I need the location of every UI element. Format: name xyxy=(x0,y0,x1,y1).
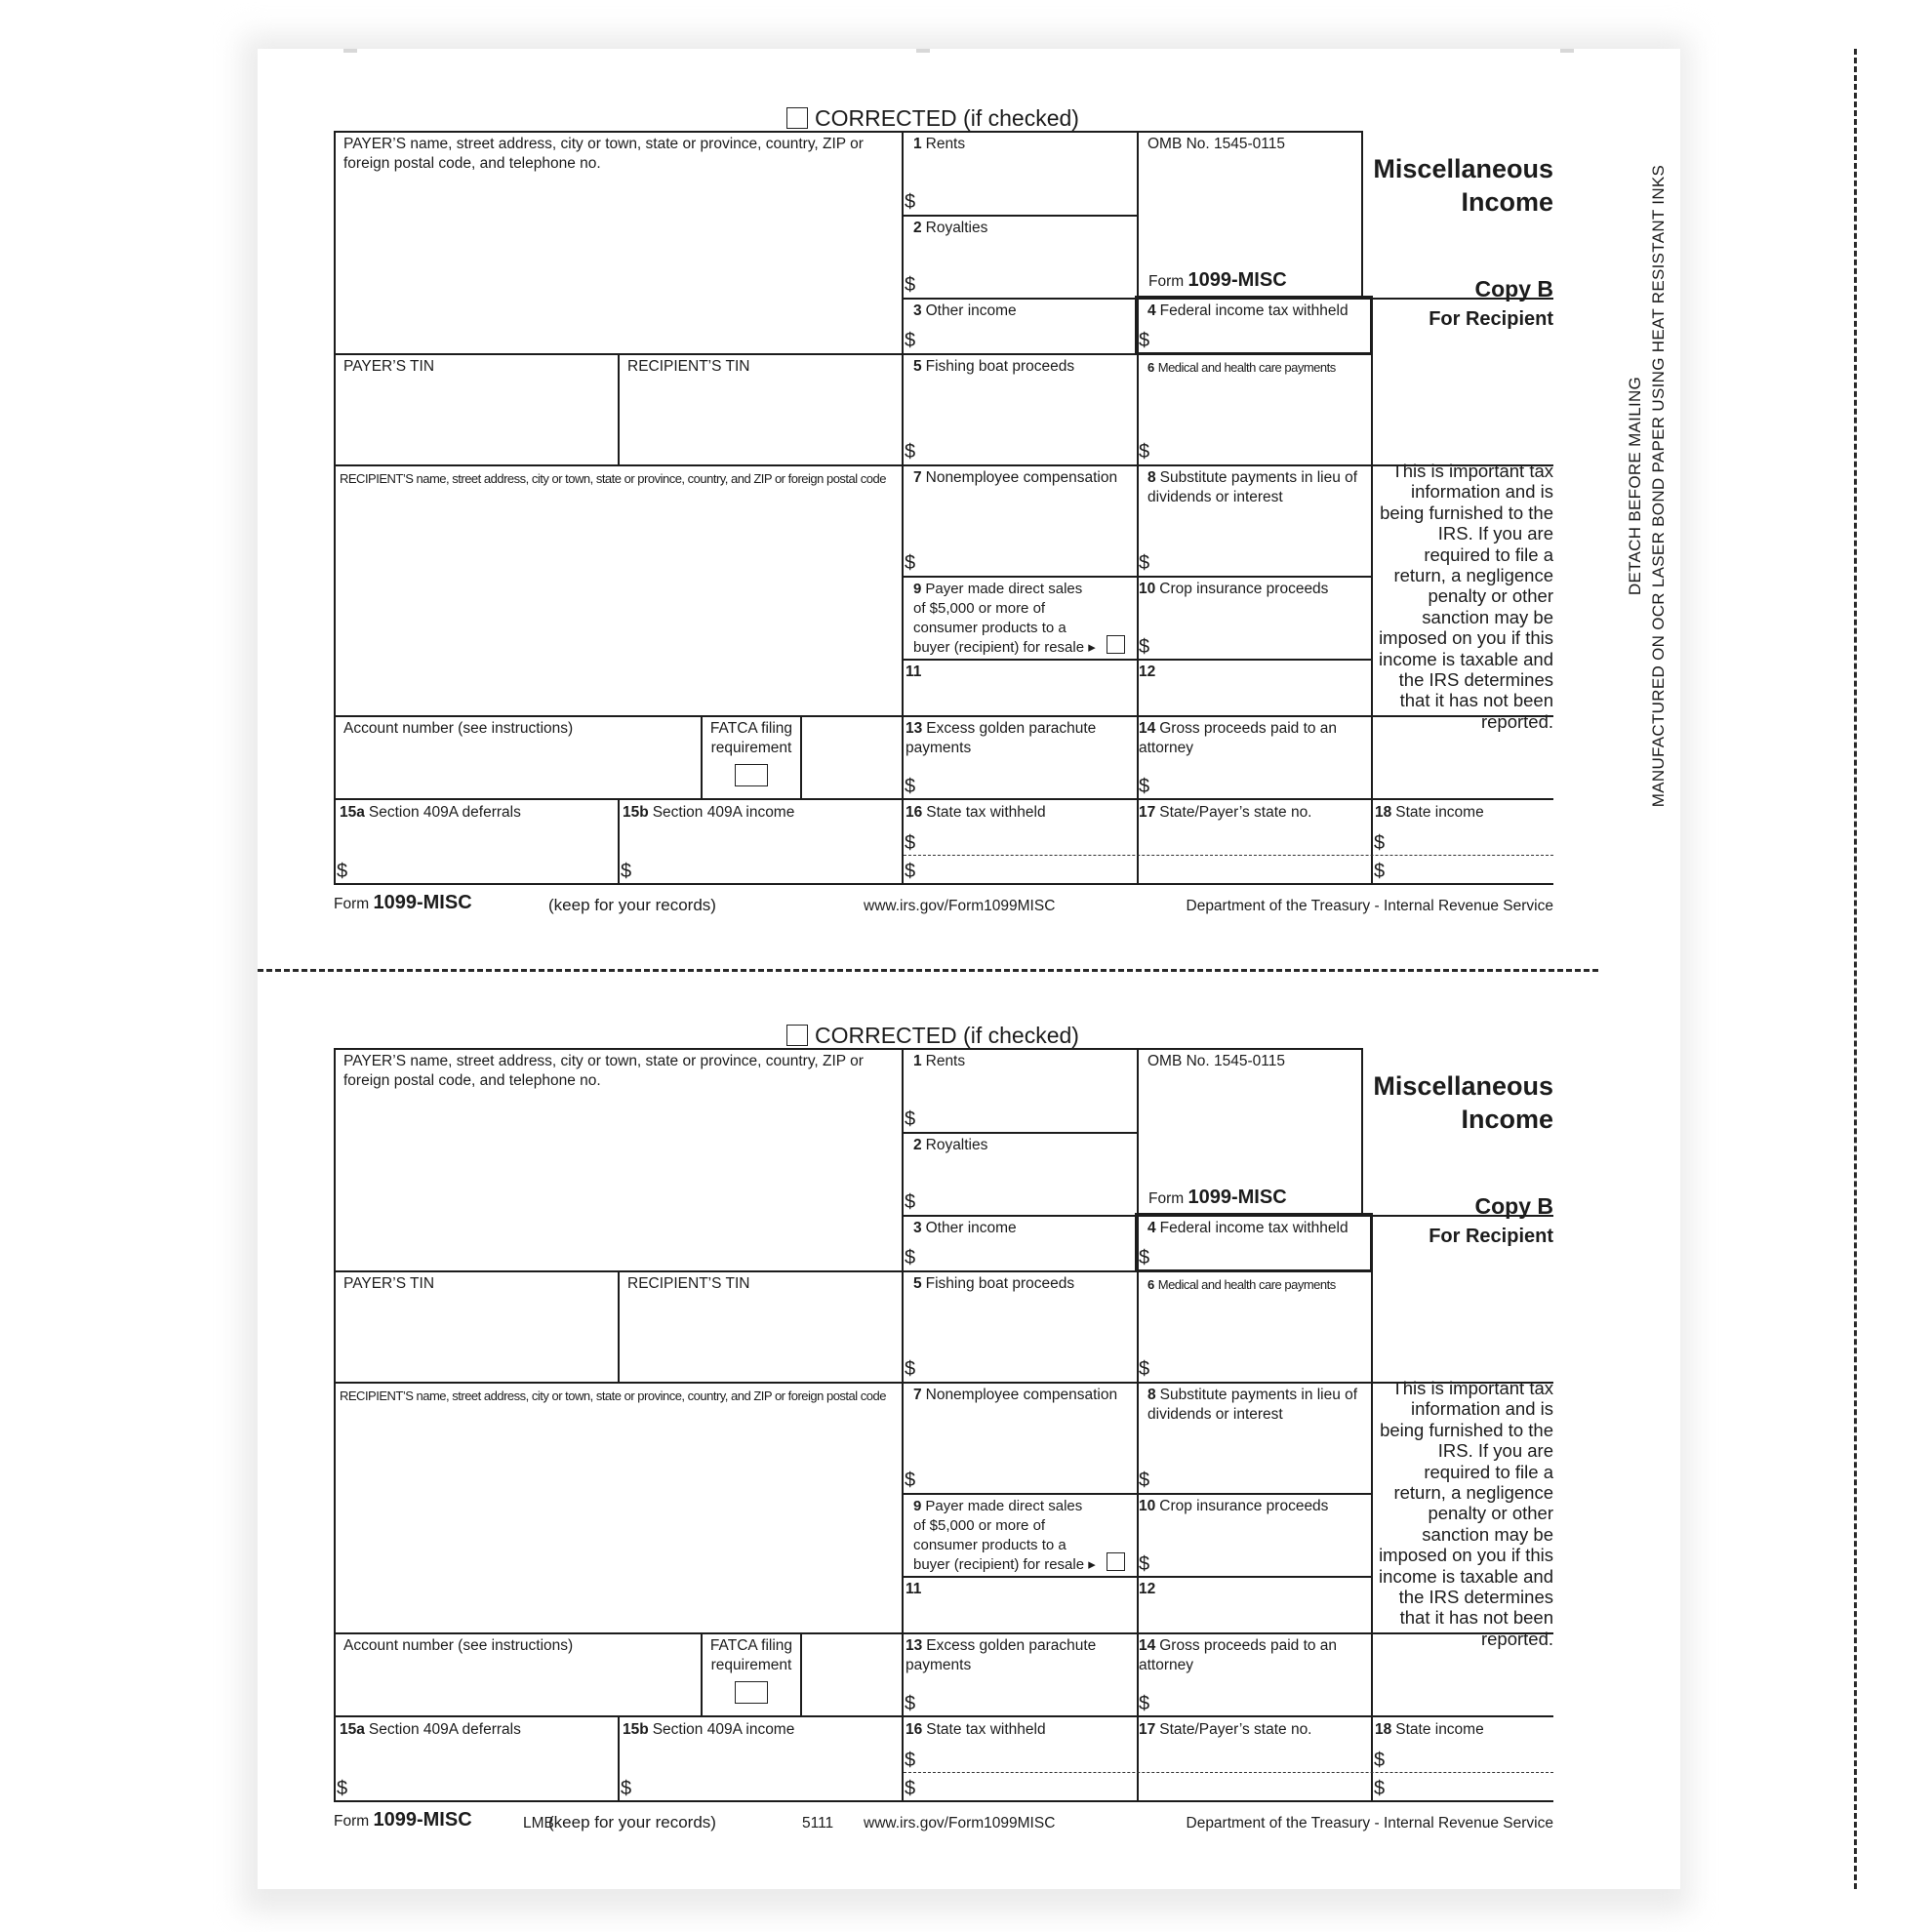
box10-field[interactable] xyxy=(1157,632,1366,656)
grid-line xyxy=(1137,1048,1139,1801)
recipient-tin-field[interactable] xyxy=(623,1298,898,1378)
fatca-checkbox[interactable] xyxy=(735,764,768,786)
box10-label: 10 Crop insurance proceeds xyxy=(1139,581,1329,597)
box15a-label: 15a Section 409A deferrals xyxy=(340,804,521,821)
box12-label: 12 xyxy=(1139,664,1156,680)
copy-designation: Copy B For Recipient xyxy=(1429,1193,1553,1247)
department-line: Department of the Treasury - Internal Revenue Service xyxy=(1186,898,1553,914)
box5-field[interactable] xyxy=(923,437,1132,463)
box5-field[interactable] xyxy=(923,1354,1132,1380)
form-copy-bottom xyxy=(334,1023,1553,1872)
form-copy-top xyxy=(334,105,1553,954)
box15a-label: 15a Section 409A deferrals xyxy=(340,1721,521,1738)
payer-name-field[interactable] xyxy=(338,1093,898,1267)
box11-label: 11 xyxy=(906,664,922,680)
grid-line xyxy=(1361,131,1363,299)
lmb-code: LMB xyxy=(523,1815,554,1831)
form-name-footer: Form 1099-MISC xyxy=(334,892,472,913)
box16-field[interactable] xyxy=(923,827,1132,880)
grid-line xyxy=(334,131,336,884)
box13-dollar: $ xyxy=(905,1693,916,1714)
grid-line xyxy=(902,131,904,884)
box3-label: 3 Other income xyxy=(913,1220,1017,1236)
box3-field[interactable] xyxy=(923,328,1132,351)
box14-label: 14 Gross proceeds paid to an attorney xyxy=(1139,1637,1338,1673)
box17-label: 17 State/Payer’s state no. xyxy=(1139,804,1312,821)
form-name-header: Form 1099-MISC xyxy=(1148,269,1287,291)
corrected-checkbox-label[interactable] xyxy=(786,1023,1079,1048)
box12-field[interactable] xyxy=(1141,685,1367,712)
box15a-dollar: $ xyxy=(337,861,348,882)
box2-label: 2 Royalties xyxy=(913,220,988,236)
box1-dollar: $ xyxy=(905,1108,916,1130)
box8-field[interactable] xyxy=(1157,1466,1366,1491)
box8-dollar: $ xyxy=(1139,552,1150,574)
box18-dollar-1: $ xyxy=(1374,832,1386,854)
recipient-name-field[interactable] xyxy=(338,492,898,712)
corrected-checkbox[interactable] xyxy=(786,1025,808,1046)
grid-line xyxy=(1361,1048,1363,1216)
box5-label: 5 Fishing boat proceeds xyxy=(913,358,1075,375)
payer-tin-label: PAYER’S TIN xyxy=(343,358,435,375)
box13-dollar: $ xyxy=(905,776,916,797)
box7-label: 7 Nonemployee compensation xyxy=(913,469,1118,486)
box9-checkbox[interactable] xyxy=(1107,1552,1125,1571)
box16-dollar-1: $ xyxy=(905,832,916,854)
irs-url: www.irs.gov/Form1099MISC xyxy=(864,1815,1056,1831)
box15b-field[interactable] xyxy=(639,827,897,880)
omb-number: OMB No. 1545-0115 xyxy=(1147,1053,1286,1069)
grid-line xyxy=(800,715,802,798)
box4-dollar: $ xyxy=(1139,1247,1150,1268)
grid-line xyxy=(902,215,1137,217)
box4-label: 4 Federal income tax withheld xyxy=(1147,1220,1348,1236)
box10-label: 10 Crop insurance proceeds xyxy=(1139,1498,1329,1514)
recipient-name-label: RECIPIENT’S name, street address, city or town, state or province, country, and ZIP or foreign postal code xyxy=(340,471,886,486)
box10-dollar: $ xyxy=(1139,636,1150,658)
grid-line xyxy=(902,1132,1137,1134)
grid-line xyxy=(701,1632,703,1715)
box9-label: 9 Payer made direct sales of $5,000 or more of consumer products to a buyer (recipient) for resale ▸ xyxy=(913,1498,1096,1573)
box15a-dollar: $ xyxy=(337,1778,348,1799)
box9-checkbox[interactable] xyxy=(1107,635,1125,654)
form-name-header: Form 1099-MISC xyxy=(1148,1187,1287,1208)
box3-label: 3 Other income xyxy=(913,302,1017,319)
box7-dollar: $ xyxy=(905,1469,916,1491)
box18-dollar-2: $ xyxy=(1374,861,1386,882)
form-stock-code: 5111 xyxy=(802,1815,834,1831)
box8-field[interactable] xyxy=(1157,548,1366,574)
box18-field[interactable] xyxy=(1392,827,1552,880)
box6-field[interactable] xyxy=(1157,1354,1366,1380)
grid-line xyxy=(334,1048,336,1801)
box16-field[interactable] xyxy=(923,1745,1132,1797)
grid-line xyxy=(902,1493,1371,1495)
grid-line xyxy=(334,883,1553,885)
box3-field[interactable] xyxy=(923,1245,1132,1268)
box14-field[interactable] xyxy=(1157,773,1366,796)
payer-tin-field[interactable] xyxy=(338,1298,615,1378)
box15a-field[interactable] xyxy=(355,1745,613,1797)
box8-label: 8 Substitute payments in lieu of dividends or interest xyxy=(1147,1387,1358,1423)
box4-field[interactable] xyxy=(1157,1245,1366,1268)
box15b-dollar: $ xyxy=(621,1778,632,1799)
account-number-label: Account number (see instructions) xyxy=(343,1637,574,1654)
box7-label: 7 Nonemployee compensation xyxy=(913,1387,1118,1403)
box15b-field[interactable] xyxy=(639,1745,897,1797)
box6-label: 6 Medical and health care payments xyxy=(1147,360,1336,375)
payer-name-field[interactable] xyxy=(338,176,898,349)
omb-number: OMB No. 1545-0115 xyxy=(1147,136,1286,152)
account-number-label: Account number (see instructions) xyxy=(343,720,574,737)
important-tax-notice: This is important tax information and is being furnished to the IRS. If you are required to file a return, a negligence penalty or other sanction may be imposed on you if this income is taxable and the IRS determines that it has not been reported. xyxy=(1379,461,1553,732)
payer-name-label: PAYER’S name, street address, city or town, state or province, country, ZIP or foreign postal code, and telephone no. xyxy=(343,1053,864,1089)
box3-dollar: $ xyxy=(905,330,916,351)
box5-label: 5 Fishing boat proceeds xyxy=(913,1275,1075,1292)
box6-dollar: $ xyxy=(1139,441,1150,463)
box14-field[interactable] xyxy=(1157,1690,1366,1713)
box7-dollar: $ xyxy=(905,552,916,574)
fatca-checkbox[interactable] xyxy=(735,1681,768,1704)
grid-line xyxy=(902,576,1371,578)
box15a-field[interactable] xyxy=(355,827,613,880)
vertical-perforation xyxy=(1854,49,1857,1889)
box16-dollar-2: $ xyxy=(905,861,916,882)
payer-tin-field[interactable] xyxy=(338,381,615,461)
detach-notice: DETACH BEFORE MAILING xyxy=(1626,376,1644,596)
corrected-text: CORRECTED (if checked) xyxy=(815,1023,1079,1048)
box18-dollar-2: $ xyxy=(1374,1778,1386,1799)
grid-line xyxy=(902,659,1371,661)
keep-records-note: (keep for your records) xyxy=(548,1813,716,1831)
box13-label: 13 Excess golden parachute payments xyxy=(906,720,1097,756)
box1-label: 1 Rents xyxy=(913,1053,966,1069)
box17-label: 17 State/Payer’s state no. xyxy=(1139,1721,1312,1738)
box2-dollar: $ xyxy=(905,274,916,296)
box1-field[interactable] xyxy=(923,189,1132,213)
box4-label: 4 Federal income tax withheld xyxy=(1147,302,1348,319)
grid-line xyxy=(334,1715,1553,1717)
grid-line xyxy=(1137,131,1139,884)
important-tax-notice: This is important tax information and is being furnished to the IRS. If you are required to file a return, a negligence penalty or other sanction may be imposed on you if this income is taxable and the IRS determines that it has not been reported. xyxy=(1379,1378,1553,1649)
box15b-dollar: $ xyxy=(621,861,632,882)
recipient-tin-label: RECIPIENT’S TIN xyxy=(627,1275,750,1292)
box16-label: 16 State tax withheld xyxy=(906,804,1046,821)
grid-line xyxy=(618,798,620,884)
box16-dollar-2: $ xyxy=(905,1778,916,1799)
box11-label: 11 xyxy=(906,1581,922,1597)
grid-line xyxy=(618,353,620,464)
box10-field[interactable] xyxy=(1157,1550,1366,1573)
box1-label: 1 Rents xyxy=(913,136,966,152)
corrected-checkbox[interactable] xyxy=(786,107,808,129)
payer-name-label: PAYER’S name, street address, city or town, state or province, country, ZIP or foreign postal code, and telephone no. xyxy=(343,136,864,172)
box11-field[interactable] xyxy=(906,685,1132,712)
box18-dollar-1: $ xyxy=(1374,1750,1386,1771)
box14-dollar: $ xyxy=(1139,1693,1150,1714)
box5-dollar: $ xyxy=(905,441,916,463)
box16-label: 16 State tax withheld xyxy=(906,1721,1046,1738)
box14-label: 14 Gross proceeds paid to an attorney xyxy=(1139,720,1338,756)
form-name-footer: Form 1099-MISC xyxy=(334,1809,472,1831)
box18-field[interactable] xyxy=(1392,1745,1552,1797)
grid-line xyxy=(618,1270,620,1382)
horizontal-perforation xyxy=(258,969,1598,972)
recipient-name-field[interactable] xyxy=(338,1409,898,1630)
box6-label: 6 Medical and health care payments xyxy=(1147,1277,1336,1292)
box1-dollar: $ xyxy=(905,191,916,213)
copy-designation: Copy B For Recipient xyxy=(1429,276,1553,330)
recipient-tin-label: RECIPIENT’S TIN xyxy=(627,358,750,375)
box17-field[interactable] xyxy=(1141,1745,1367,1797)
box15b-label: 15b Section 409A income xyxy=(623,1721,795,1738)
box2-dollar: $ xyxy=(905,1191,916,1213)
corrected-checkbox-label[interactable] xyxy=(786,105,1079,131)
box4-field[interactable] xyxy=(1157,328,1366,351)
box6-field[interactable] xyxy=(1157,437,1366,463)
grid-line xyxy=(800,1632,802,1715)
box5-dollar: $ xyxy=(905,1358,916,1380)
box8-label: 8 Substitute payments in lieu of dividends or interest xyxy=(1147,469,1358,505)
irs-url: www.irs.gov/Form1099MISC xyxy=(864,898,1056,914)
grid-line xyxy=(618,1715,620,1801)
box2-field[interactable] xyxy=(923,272,1132,296)
box9-label: 9 Payer made direct sales of $5,000 or more of consumer products to a buyer (recipient) for resale ▸ xyxy=(913,581,1096,656)
grid-line xyxy=(334,1800,1553,1802)
grid-line xyxy=(334,798,1553,800)
grid-line xyxy=(334,131,1363,133)
account-number-field[interactable] xyxy=(338,1661,697,1711)
box14-dollar: $ xyxy=(1139,776,1150,797)
box7-field[interactable] xyxy=(923,548,1132,574)
box7-field[interactable] xyxy=(923,1466,1132,1491)
box8-dollar: $ xyxy=(1139,1469,1150,1491)
box13-field[interactable] xyxy=(923,773,1132,796)
recipient-tin-field[interactable] xyxy=(623,381,898,461)
payer-tin-label: PAYER’S TIN xyxy=(343,1275,435,1292)
grid-line xyxy=(701,715,703,798)
box1-field[interactable] xyxy=(923,1107,1132,1130)
corrected-text: CORRECTED (if checked) xyxy=(815,105,1079,131)
recipient-name-label: RECIPIENT’S name, street address, city or town, state or province, country, and ZIP or foreign postal code xyxy=(340,1389,886,1403)
box18-label: 18 State income xyxy=(1375,804,1484,821)
box17-field[interactable] xyxy=(1141,827,1367,880)
box2-label: 2 Royalties xyxy=(913,1137,988,1153)
box4-dollar: $ xyxy=(1139,330,1150,351)
box16-dollar-1: $ xyxy=(905,1750,916,1771)
box15b-label: 15b Section 409A income xyxy=(623,804,795,821)
keep-records-note: (keep for your records) xyxy=(548,896,716,914)
box11-field[interactable] xyxy=(906,1602,1132,1630)
box12-label: 12 xyxy=(1139,1581,1156,1597)
box6-dollar: $ xyxy=(1139,1358,1150,1380)
department-line: Department of the Treasury - Internal Revenue Service xyxy=(1186,1815,1553,1831)
box18-label: 18 State income xyxy=(1375,1721,1484,1738)
box13-label: 13 Excess golden parachute payments xyxy=(906,1637,1097,1673)
fatca-label: FATCA filing requirement xyxy=(709,1637,793,1673)
side-margin-text xyxy=(1624,133,1698,839)
grid-line xyxy=(902,1048,904,1801)
box2-field[interactable] xyxy=(923,1189,1132,1213)
box12-field[interactable] xyxy=(1141,1602,1367,1630)
paper-notice: MANUFACTURED ON OCR LASER BOND PAPER USING HEAT RESISTANT INKS xyxy=(1649,164,1668,808)
form-title: Miscellaneous Income xyxy=(1373,154,1553,217)
grid-line xyxy=(902,1576,1371,1578)
box3-dollar: $ xyxy=(905,1247,916,1268)
fatca-label: FATCA filing requirement xyxy=(709,720,793,756)
account-number-field[interactable] xyxy=(338,744,697,794)
grid-line xyxy=(334,1048,1363,1050)
box10-dollar: $ xyxy=(1139,1553,1150,1575)
box13-field[interactable] xyxy=(923,1690,1132,1713)
form-title: Miscellaneous Income xyxy=(1373,1071,1553,1134)
